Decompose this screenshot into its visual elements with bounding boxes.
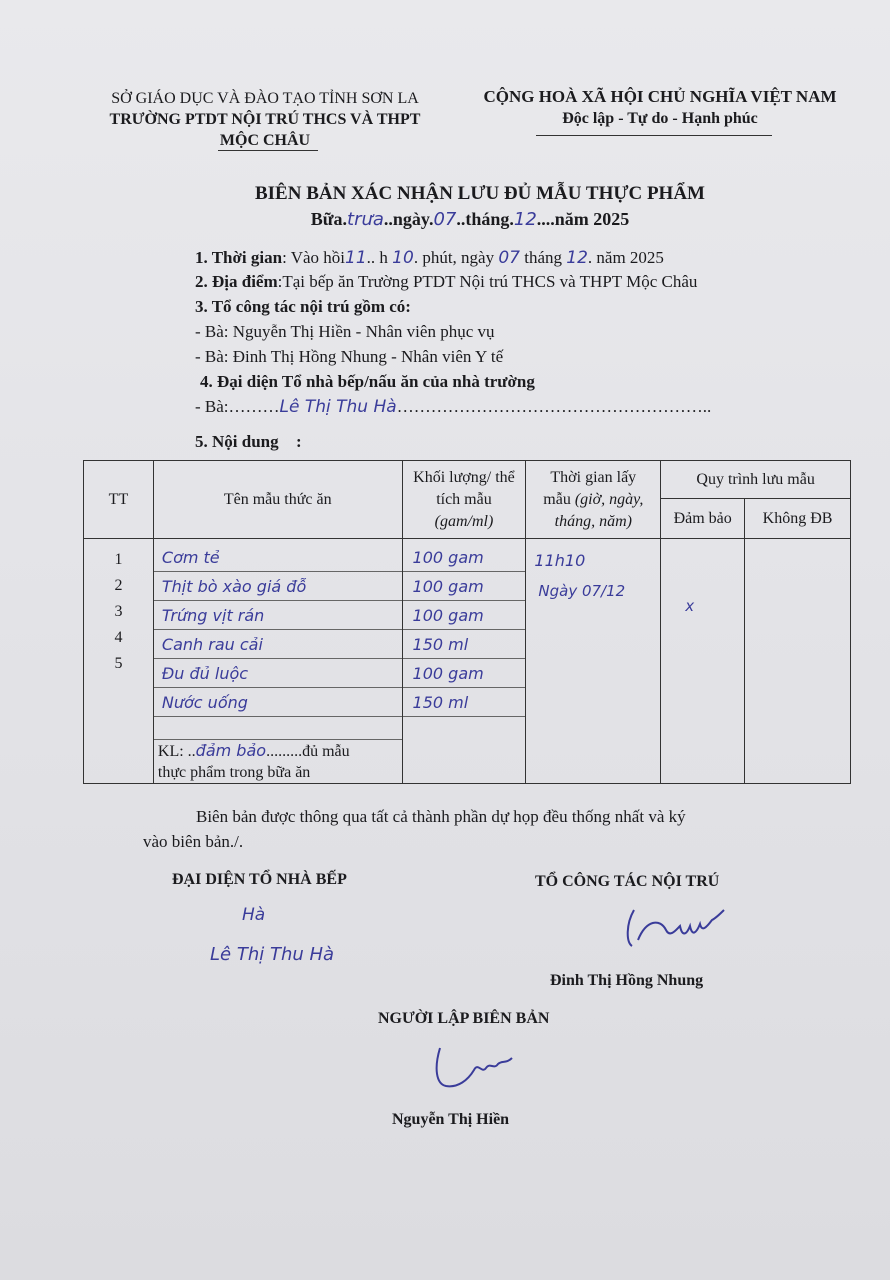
conclusion-prefix: KL: .. <box>157 743 196 760</box>
section-time <box>195 247 664 269</box>
kitchen-sign-title: ĐẠI DIỆN TỔ NHÀ BẾP <box>172 871 347 888</box>
ok-mark: x <box>685 597 695 615</box>
document-subtitle <box>0 209 890 230</box>
mass-item: 150 ml <box>403 630 526 659</box>
header-food-name: Tên mẫu thức ăn <box>153 461 402 539</box>
header-left-rule <box>218 150 318 151</box>
sample-date: Ngày 07/12 <box>538 582 626 600</box>
food-item: Cơm tẻ <box>154 543 402 572</box>
header-process: Quy trình lưu mẫu <box>661 461 851 499</box>
header-time-line3: tháng, năm) <box>554 512 632 530</box>
section-team-label: 3. Tổ công tác nội trú gồm có: <box>195 297 411 316</box>
kitchen-rep-name: Lê Thị Thu Hà <box>279 397 397 417</box>
kitchen-handwritten-name: Lê Thị Thu Hà <box>210 944 335 965</box>
header-ok: Đảm bảo <box>661 499 745 539</box>
subtitle-day-label: ..ngày. <box>383 209 434 229</box>
row-tt-5: 5 <box>114 655 123 672</box>
food-column <box>153 539 402 784</box>
header-time-line2: mẫu <box>543 490 575 508</box>
section-content-label: 5. Nội dung <box>195 432 279 451</box>
kitchen-rep-prefix: - Bà:……… <box>195 397 280 416</box>
food-item: Trứng vịt rán <box>154 601 402 630</box>
row-tt-4: 4 <box>114 629 123 646</box>
conclusion <box>154 740 402 783</box>
row-tt-3: 3 <box>114 603 123 620</box>
time-text-c: . phút, ngày <box>413 248 495 267</box>
conclusion-suffix: .........đủ mẫu <box>266 743 350 760</box>
subtitle-day-value: 07 <box>433 209 457 230</box>
subtitle-month-value: 12 <box>513 209 537 230</box>
team-member-1: - Bà: Nguyễn Thị Hiền - Nhân viên phục vụ <box>195 322 495 341</box>
row-tt-1: 1 <box>114 551 123 568</box>
food-item: Nước uống <box>154 688 402 717</box>
subtitle-meal-label: Bữa. <box>310 209 348 229</box>
food-sample-table <box>83 460 851 784</box>
kitchen-signature: Hà <box>242 905 266 925</box>
tt-column <box>84 539 154 784</box>
minute-value: 10 <box>392 248 414 268</box>
mass-item: 100 gam <box>403 601 526 630</box>
time-text-e: . năm 2025 <box>587 248 664 267</box>
boarding-name: Đinh Thị Hồng Nhung <box>550 972 704 989</box>
ok-column <box>661 539 745 784</box>
dept-name: SỞ GIÁO DỤC VÀ ĐÀO TẠO TỈNH SƠN LA <box>111 90 419 107</box>
header-not-ok: Không ĐB <box>745 499 851 539</box>
day-value: 07 <box>498 248 520 268</box>
agency-header <box>70 88 460 151</box>
country-name: CỘNG HOÀ XÃ HỘI CHỦ NGHĨA VIỆT NAM <box>483 87 837 106</box>
header-tt: TT <box>84 461 154 539</box>
team-member-2: - Bà: Đinh Thị Hồng Nhung - Nhân viên Y tế <box>195 347 504 366</box>
section-time-label: 1. Thời gian <box>195 248 283 267</box>
mass-item: 100 gam <box>403 572 526 601</box>
closing-line1: Biên bản được thông qua tất cả thành phần dự họp đều thống nhất và ký <box>196 807 686 826</box>
mass-item: 100 gam <box>403 659 526 688</box>
subtitle-month-label: ..tháng. <box>456 209 514 229</box>
month-value: 12 <box>566 248 588 268</box>
mass-item: 150 ml <box>403 688 526 717</box>
header-time-line1: Thời gian lấy <box>550 468 637 486</box>
header-mass-unit: (gam/ml) <box>434 512 494 530</box>
food-item: Thịt bò xào giá đỗ <box>154 572 402 601</box>
time-text-a: : Vào hồi <box>282 248 346 267</box>
section-content-colon: : <box>296 432 302 451</box>
kitchen-rep-suffix: ……………………………………………….. <box>396 397 712 416</box>
section-location-label: 2. Địa điểm <box>195 272 278 291</box>
sample-time: 11h10 <box>534 551 586 570</box>
section-kitchen-label: 4. Đại diện Tổ nhà bếp/nấu ăn của nhà trường <box>200 372 535 391</box>
header-mass <box>402 461 526 539</box>
mass-column <box>402 539 526 784</box>
boarding-signature-icon <box>620 900 730 955</box>
header-mass-line2: tích mẫu <box>436 490 492 508</box>
sample-time-column <box>526 539 661 784</box>
boarding-sign-title: TỔ CÔNG TÁC NỘI TRÚ <box>535 873 720 890</box>
author-signature-icon <box>428 1040 518 1095</box>
conclusion-line2: thực phẩm trong bữa ăn <box>157 764 311 781</box>
national-motto: Độc lập - Tự do - Hạnh phúc <box>562 110 758 127</box>
school-name-line1: TRƯỜNG PTDT NỘI TRÚ THCS VÀ THPT <box>109 111 421 128</box>
header-mass-line1: Khối lượng/ thể <box>413 468 515 486</box>
mass-item: 100 gam <box>403 543 526 572</box>
author-sign-title: NGƯỜI LẬP BIÊN BẢN <box>378 1010 550 1027</box>
school-name-line2: MỘC CHÂU <box>219 132 311 149</box>
national-header <box>470 86 850 130</box>
food-item: Đu đủ luộc <box>154 659 402 688</box>
row-tt-2: 2 <box>114 577 123 594</box>
closing-line2: vào biên bản./. <box>143 832 244 851</box>
subtitle-year: ....năm 2025 <box>536 209 630 229</box>
not-ok-column <box>745 539 851 784</box>
time-text-b: .. h <box>366 248 388 267</box>
location-text: :Tại bếp ăn Trường PTDT Nội trú THCS và THPT Mộc Châu <box>277 272 698 291</box>
kitchen-rep-line <box>195 396 711 418</box>
header-sample-time <box>526 461 661 539</box>
food-item: Canh rau cải <box>154 630 402 659</box>
document-title: BIÊN BẢN XÁC NHẬN LƯU ĐỦ MẪU THỰC PHẨM <box>254 183 705 204</box>
conclusion-value: đảm bảo <box>195 741 267 760</box>
time-text-d: tháng <box>524 248 563 267</box>
meal-value: trưa <box>347 209 384 230</box>
hour-value: 11 <box>345 248 367 268</box>
section-location <box>195 271 697 293</box>
header-right-rule <box>536 135 772 136</box>
author-name: Nguyễn Thị Hiền <box>392 1111 510 1128</box>
header-time-line2-italic: (giờ, ngày, <box>574 490 644 508</box>
